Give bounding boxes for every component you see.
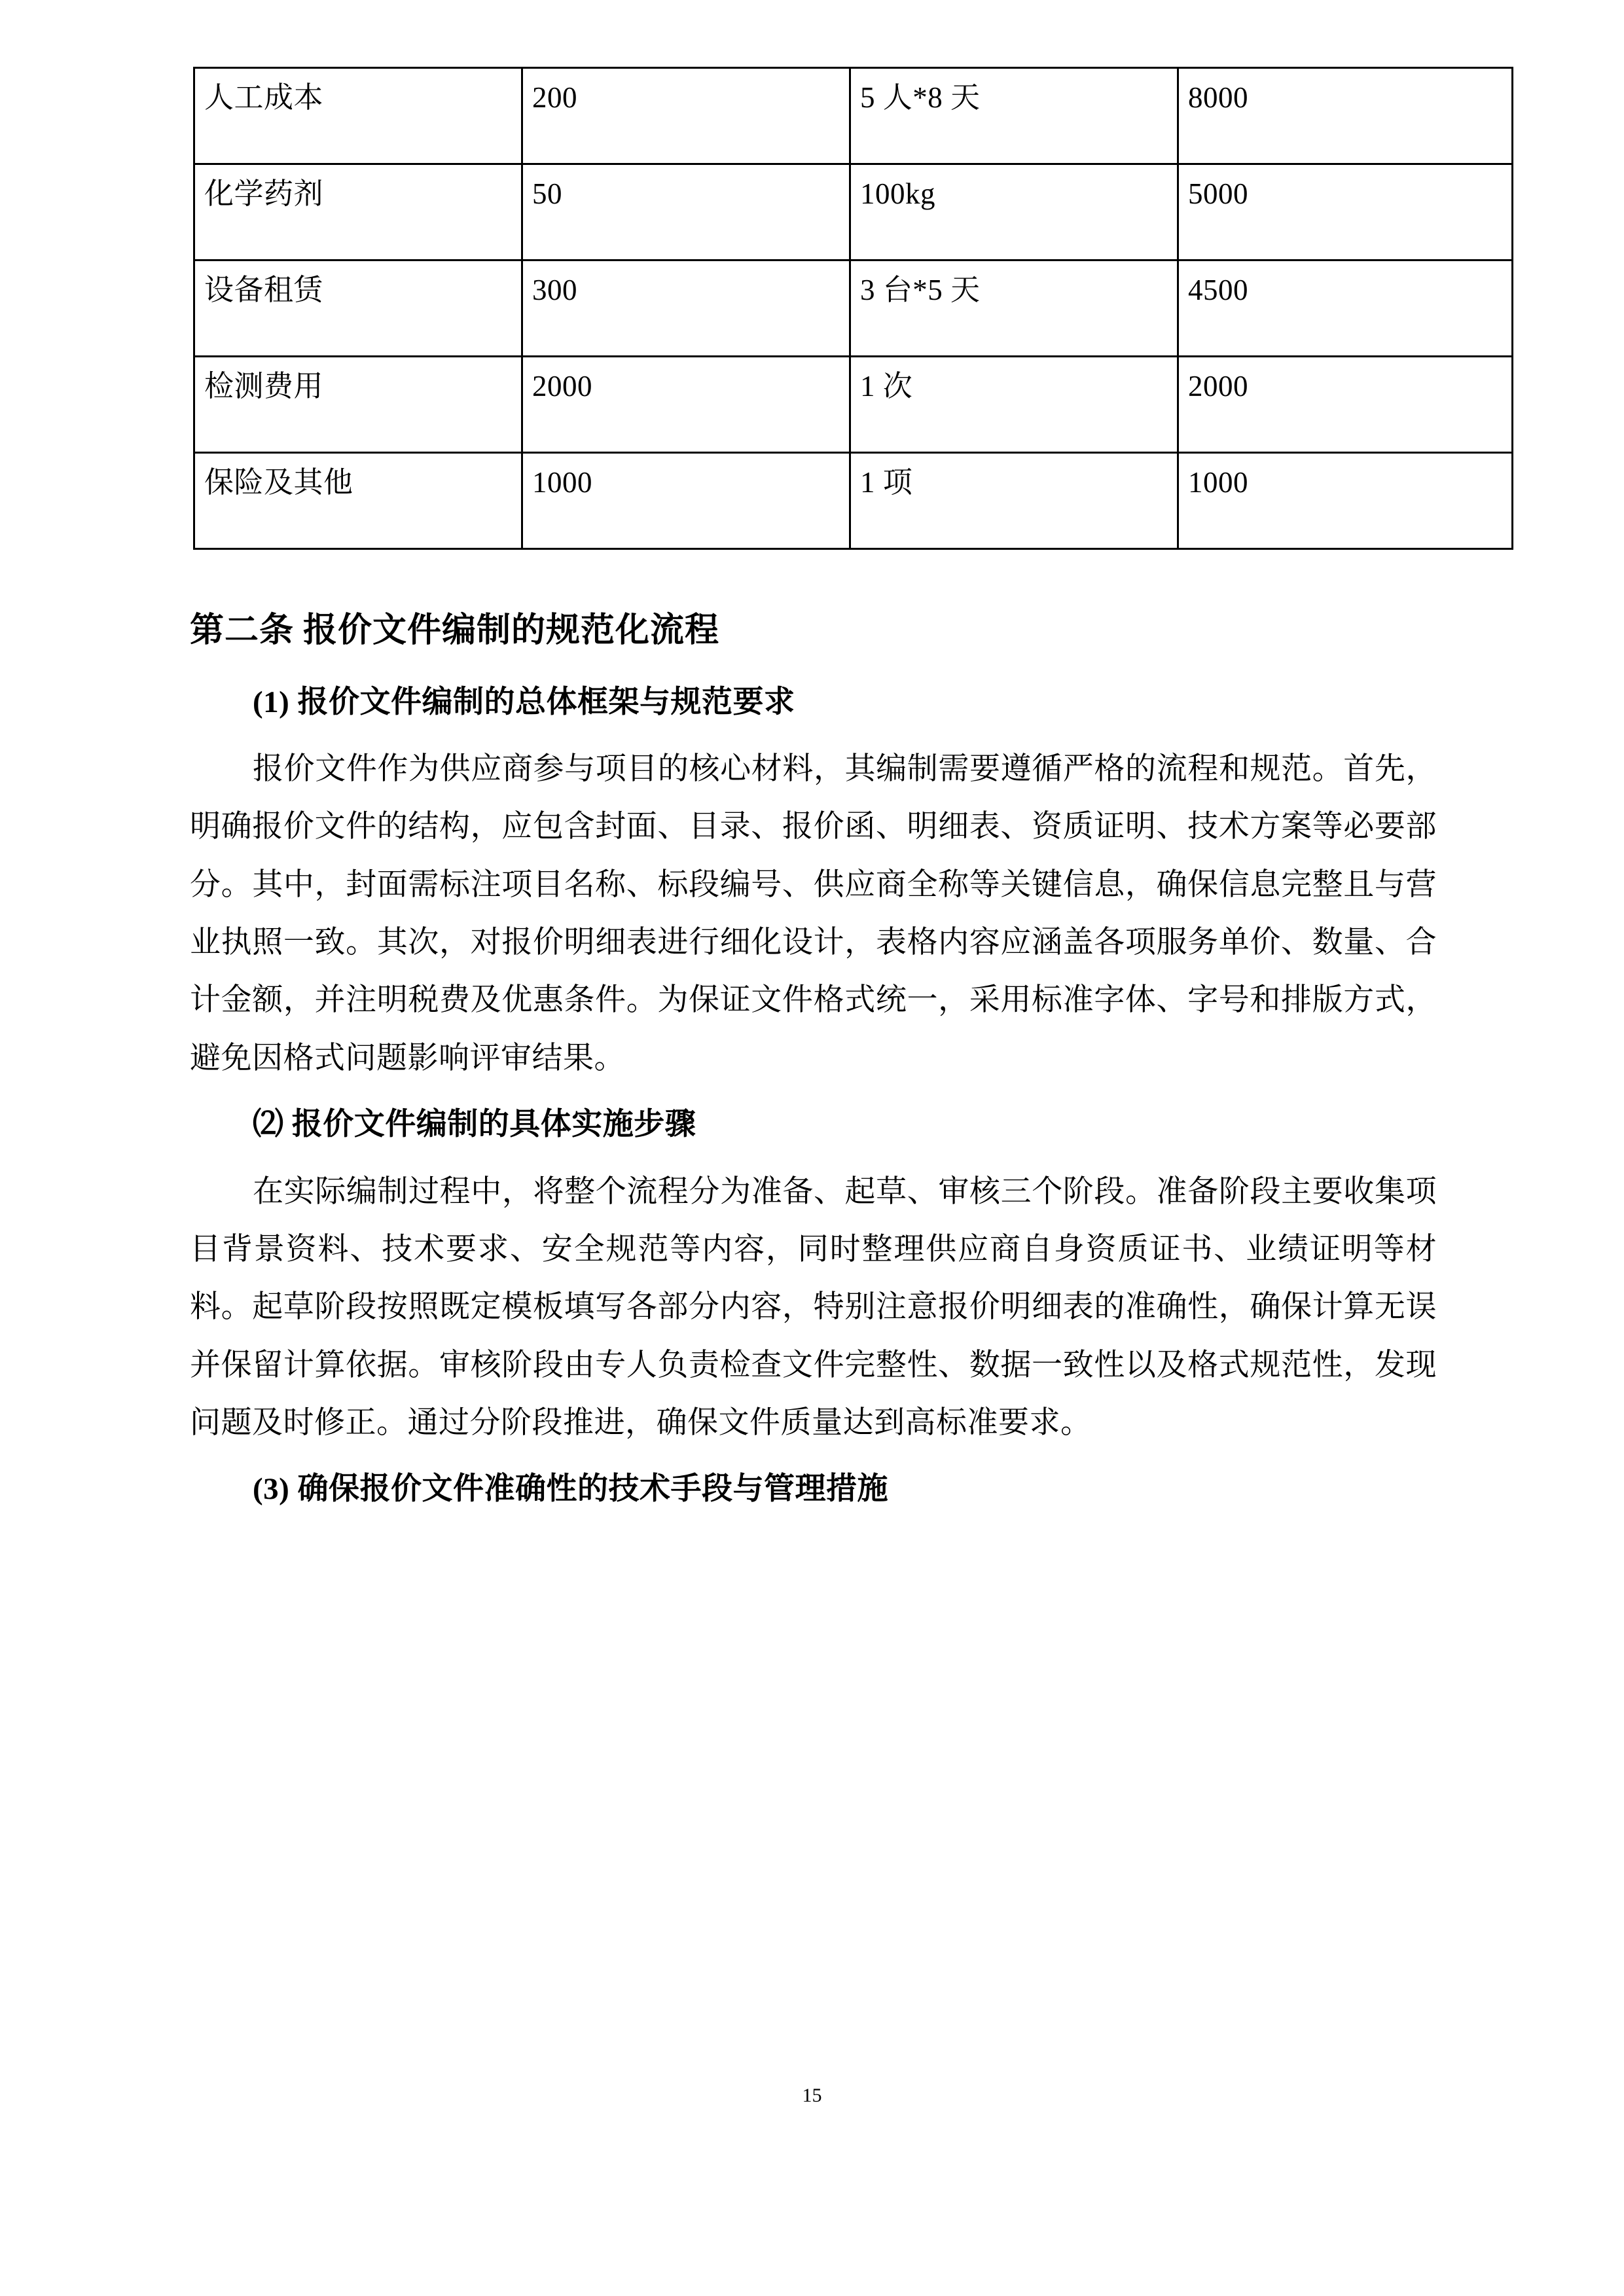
table-cell-quantity: 3 台*5 天 [850, 260, 1178, 357]
table-body [194, 68, 1513, 549]
cost-breakdown-table [193, 67, 1513, 550]
table-row [194, 453, 1513, 549]
section-paragraph-2: 在实际编制过程中，将整个流程分为准备、起草、审核三个阶段。准备阶段主要收集项目背景资料、技术要求、安全规范等内容，同时整理供应商自身资质证书、业绩证明等材料。起草阶段按照既定模板填写各部分内容，特别注意报价明细表的准确性，确保计算无误并保留计算依据。审核阶段由专人负责检查文件完整性、数据一致性以及格式规范性，发现问题及时修正。通过分阶段推进，确保文件质量达到高标准要求。 [190, 1174, 1437, 1441]
table-cell-item: 人工成本 [194, 68, 522, 164]
table-cell-amount: 5000 [1178, 164, 1513, 260]
table-cell-unit-price: 2000 [522, 357, 850, 453]
table-cell-item: 保险及其他 [194, 453, 522, 549]
table-cell-unit-price: 1000 [522, 453, 850, 549]
table-cell-unit-price: 200 [522, 68, 850, 164]
table-cell-item: 设备租赁 [194, 260, 522, 357]
table-cell-quantity: 5 人*8 天 [850, 68, 1178, 164]
table-cell-unit-price: 50 [522, 164, 850, 260]
table-row [194, 357, 1513, 453]
table-cell-amount: 1000 [1178, 453, 1513, 549]
table-cell-item: 检测费用 [194, 357, 522, 453]
table-cell-amount: 8000 [1178, 68, 1513, 164]
page-number: 15 [802, 2085, 822, 2106]
table-cell-quantity: 1 次 [850, 357, 1178, 453]
table-cell-amount: 2000 [1178, 357, 1513, 453]
section-heading-2: ⑵ 报价文件编制的具体实施步骤 [253, 1107, 696, 1142]
table-cell-unit-price: 300 [522, 260, 850, 357]
section-heading-1: (1) 报价文件编制的总体框架与规范要求 [253, 685, 795, 719]
table-cell-quantity: 100kg [850, 164, 1178, 260]
table-row [194, 68, 1513, 164]
table-row [194, 260, 1513, 357]
table-cell-quantity: 1 项 [850, 453, 1178, 549]
article-heading: 第二条 报价文件编制的规范化流程 [190, 612, 720, 649]
section-heading-3: (3) 确保报价文件准确性的技术手段与管理措施 [253, 1472, 889, 1507]
table-row [194, 164, 1513, 260]
article-content [190, 609, 1437, 1528]
section-paragraph-1: 报价文件作为供应商参与项目的核心材料，其编制需要遵循严格的流程和规范。首先，明确报价文件的结构，应包含封面、目录、报价函、明细表、资质证明、技术方案等必要部分。其中，封面需标注项目名称、标段编号、供应商全称等关键信息，确保信息完整且与营业执照一致。其次，对报价明细表进行细化设计，表格内容应涵盖各项服务单价、数量、合计金额，并注明税费及优惠条件。为保证文件格式统一，采用标准字体、字号和排版方式，避免因格式问题影响评审结果。 [190, 752, 1437, 1075]
table-cell-item: 化学药剂 [194, 164, 522, 260]
table-cell-amount: 4500 [1178, 260, 1513, 357]
